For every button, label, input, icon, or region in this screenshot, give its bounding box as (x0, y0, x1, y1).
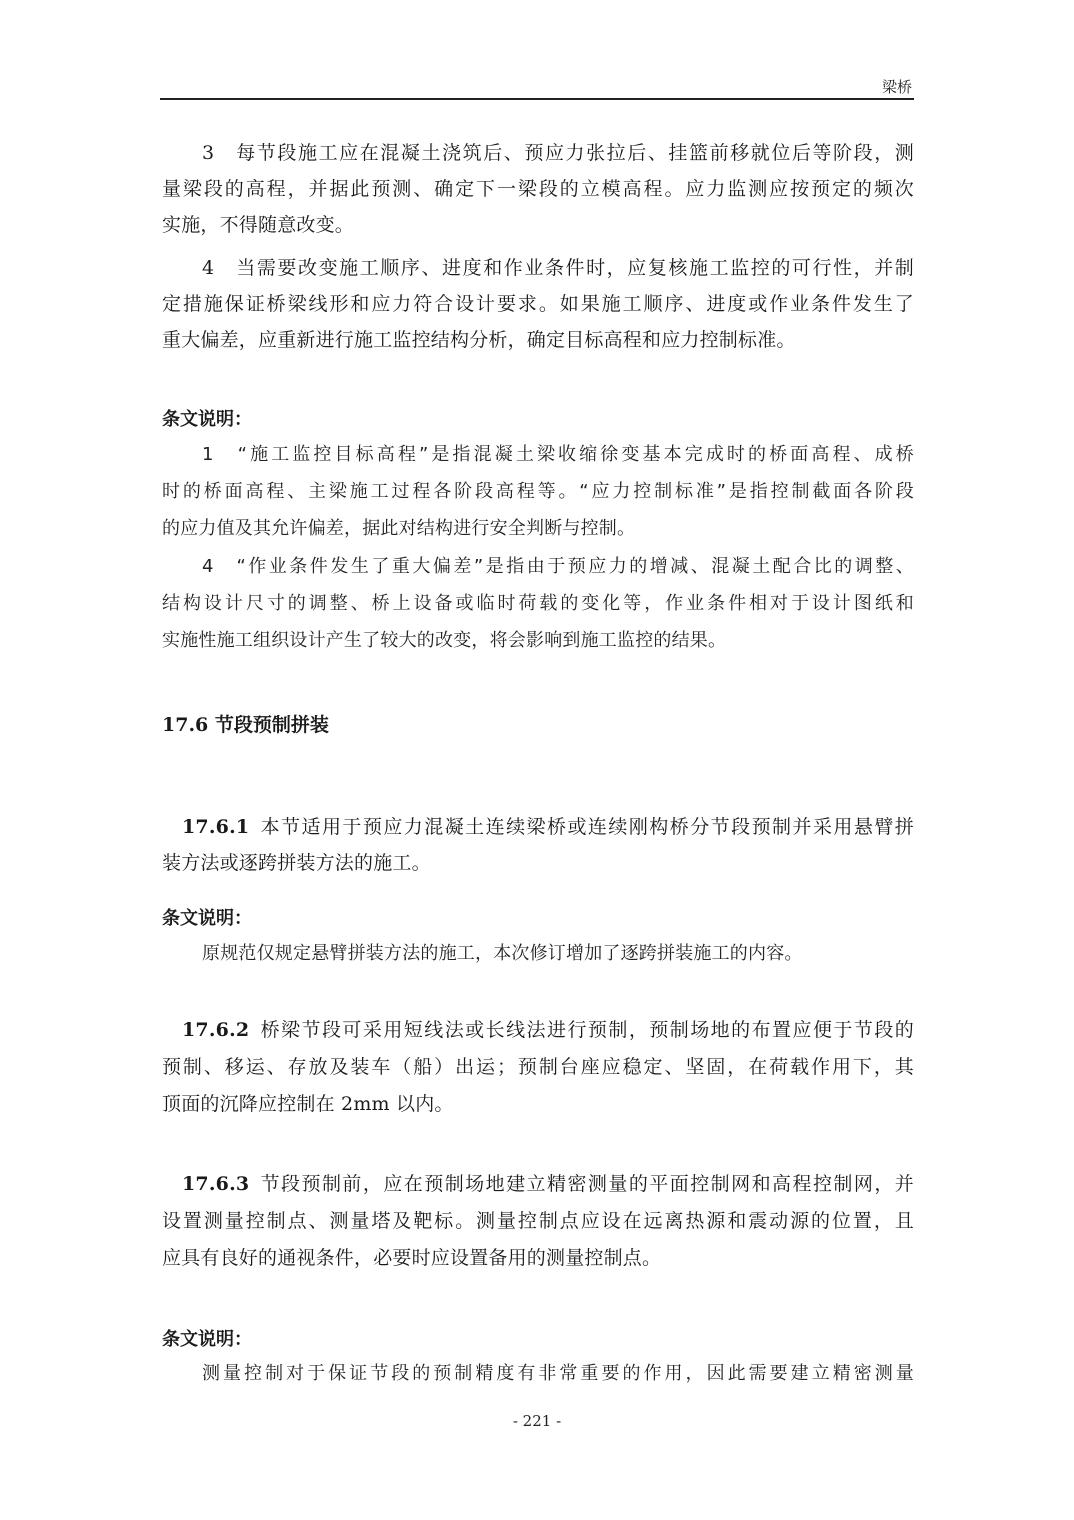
clause-line: 应具有良好的通视条件，必要时应设置备用的测量控制点。 (162, 1247, 662, 1269)
header-title: 梁桥 (881, 78, 912, 96)
explanation-line: 结构设计尺寸的调整、桥上设备或临时荷载的变化等，作业条件相对于设计图纸和 (162, 593, 914, 614)
section-heading (162, 710, 329, 737)
paragraph-line: 定措施保证桥梁线形和应力符合设计要求。如果施工顺序、进度或作业条件发生了 (162, 293, 914, 315)
paragraph-line: 重大偏差，应重新进行施工监控结构分析，确定目标高程和应力控制标准。 (162, 329, 796, 351)
clause-text: 本节适用于预应力混凝土连续梁桥或连续刚构桥分节段预制并采用悬臂拼 (259, 816, 914, 838)
explanation-label: 条文说明： (162, 1329, 252, 1350)
clause-line (182, 1018, 914, 1042)
explanation-line: 测量控制对于保证节段的预制精度有非常重要的作用，因此需要建立精密测量 (202, 1363, 914, 1384)
clause-line: 预制、移运、存放及装车（船）出运；预制台座应稳定、坚固，在荷载作用下，其 (162, 1056, 914, 1078)
explanation-line: 1 “施工监控目标高程”是指混凝土梁收缩徐变基本完成时的桥面高程、成桥 (202, 444, 914, 465)
clause-number: 17.6.1 (182, 816, 250, 838)
clause-line (182, 1172, 914, 1196)
paragraph-line: 量梁段的高程，并据此预测、确定下一梁段的立模高程。应力监测应按预定的频次 (162, 178, 914, 200)
explanation-line: 时的桥面高程、主梁施工过程各阶段高程等。“应力控制标准”是指控制截面各阶段 (162, 481, 914, 502)
explanation-line: 的应力值及其允许偏差，据此对结构进行安全判断与控制。 (162, 518, 636, 539)
clause-line: 设置测量控制点、测量塔及靶标。测量控制点应设在远离热源和震动源的位置，且 (162, 1210, 914, 1232)
explanation-line: 4 “作业条件发生了重大偏差”是指由于预应力的增减、混凝土配合比的调整、 (202, 556, 914, 577)
clause-line: 顶面的沉降应控制在 2mm 以内。 (162, 1093, 454, 1115)
paragraph-line: 4 当需要改变施工顺序、进度和作业条件时，应复核施工监控的可行性，并制 (202, 257, 914, 279)
clause-line (182, 815, 914, 839)
explanation-label: 条文说明： (162, 409, 252, 430)
clause-line: 装方法或逐跨拼装方法的施工。 (162, 852, 431, 874)
explanation-line: 原规范仅规定悬臂拼装方法的施工，本次修订增加了逐跨拼装施工的内容。 (202, 943, 803, 964)
clause-number: 17.6.2 (182, 1019, 250, 1041)
explanation-line: 实施性施工组织设计产生了较大的改变，将会影响到施工监控的结果。 (162, 630, 727, 651)
paragraph-line: 3 每节段施工应在混凝土浇筑后、预应力张拉后、挂篮前移就位后等阶段，测 (202, 142, 914, 164)
page-number: - 221 - (512, 1412, 562, 1430)
explanation-label: 条文说明： (162, 908, 252, 929)
header-divider (160, 98, 914, 100)
clause-number: 17.6.3 (182, 1173, 250, 1195)
clause-text: 桥梁节段可采用短线法或长线法进行预制，预制场地的布置应便于节段的 (259, 1019, 914, 1041)
clause-text: 节段预制前，应在预制场地建立精密测量的平面控制网和高程控制网，并 (259, 1173, 914, 1195)
paragraph-line: 实施，不得随意改变。 (162, 214, 355, 236)
section-number: 17.6 (162, 714, 209, 736)
section-title: 节段预制拼装 (214, 714, 329, 736)
